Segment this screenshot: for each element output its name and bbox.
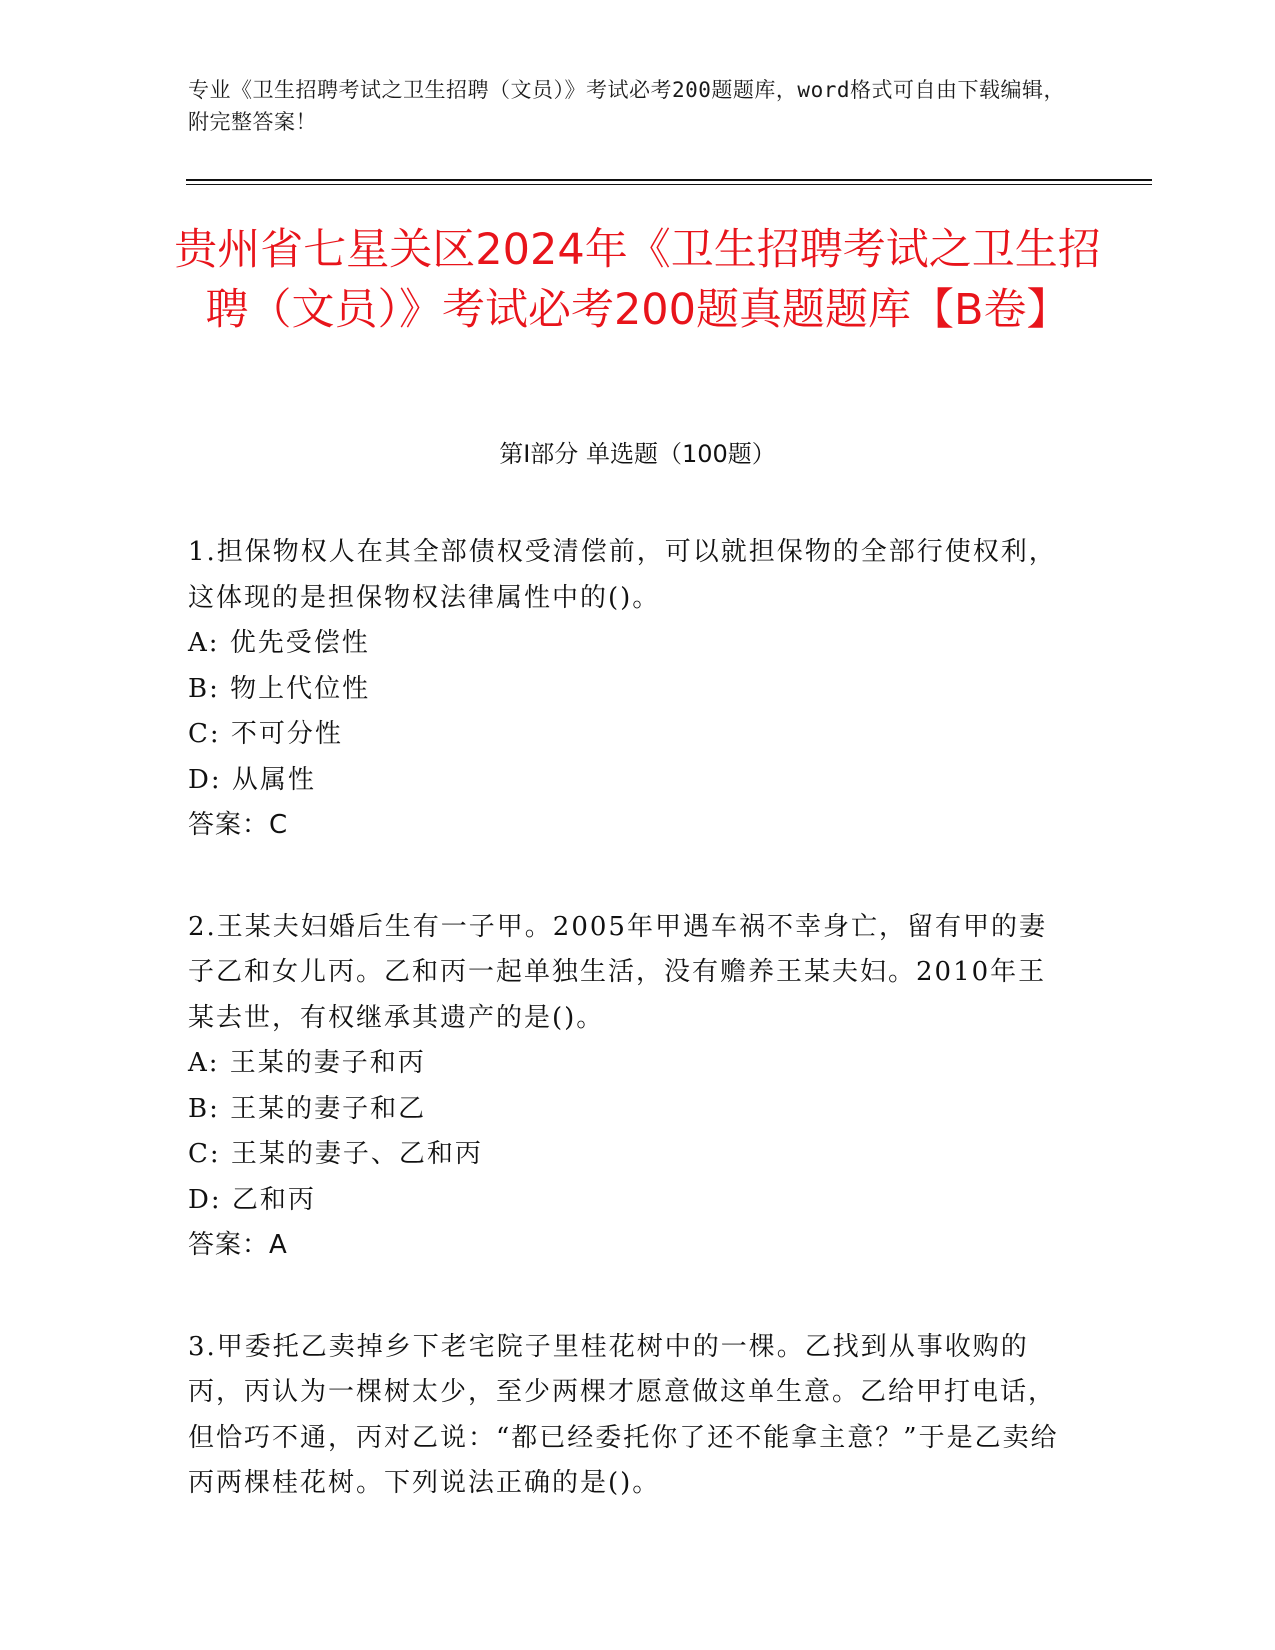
question-1 <box>188 530 1068 849</box>
question-list <box>188 530 1068 1563</box>
question-stem: 2.王某夫妇婚后生有一子甲。2005年甲遇车祸不幸身亡，留有甲的妻子乙和女儿丙。乙和丙一起单独生活，没有赡养王某夫妇。2010年王某去世，有权继承其遗产的是()。 <box>188 911 1047 1033</box>
document-title: 贵州省七星关区2024年《卫生招聘考试之卫生招聘（文员）》考试必考200题真题题库【B卷】 <box>174 225 1101 335</box>
header-rule-thick <box>186 179 1152 181</box>
option-a: A: 优先受偿性 <box>188 628 370 658</box>
option-c: C: 不可分性 <box>188 719 343 749</box>
header-rule-thin <box>186 184 1152 185</box>
answer: 答案：C <box>188 810 289 840</box>
option-c: C: 王某的妻子、乙和丙 <box>188 1139 483 1169</box>
question-3 <box>188 1325 1068 1507</box>
option-d: D: 乙和丙 <box>188 1184 316 1215</box>
question-stem: 1.担保物权人在其全部债权受清偿前，可以就担保物的全部行使权利，这体现的是担保物权法律属性中的()。 <box>188 537 1057 613</box>
question-2 <box>188 905 1068 1269</box>
option-a: A: 王某的妻子和丙 <box>188 1048 426 1078</box>
option-b: B: 物上代位性 <box>188 673 371 704</box>
question-stem: 3.甲委托乙卖掉乡下老宅院子里桂花树中的一棵。乙找到从事收购的丙，丙认为一棵树太少，至少两棵才愿意做这单生意。乙给甲打电话，但恰巧不通，丙对乙说：“都已经委托你了还不能拿主意？”于是乙卖给丙两棵桂花树。下列说法正确的是()。 <box>188 1331 1059 1498</box>
section-heading: 第Ⅰ部分 单选题（100题） <box>499 440 776 468</box>
header-note: 专业《卫生招聘考试之卫生招聘（文员）》考试必考200题题库，word格式可自由下载编辑，附完整答案！ <box>188 78 1065 134</box>
option-d: D: 从属性 <box>188 764 316 795</box>
option-b: B: 王某的妻子和乙 <box>188 1093 427 1124</box>
answer: 答案：A <box>188 1230 288 1260</box>
